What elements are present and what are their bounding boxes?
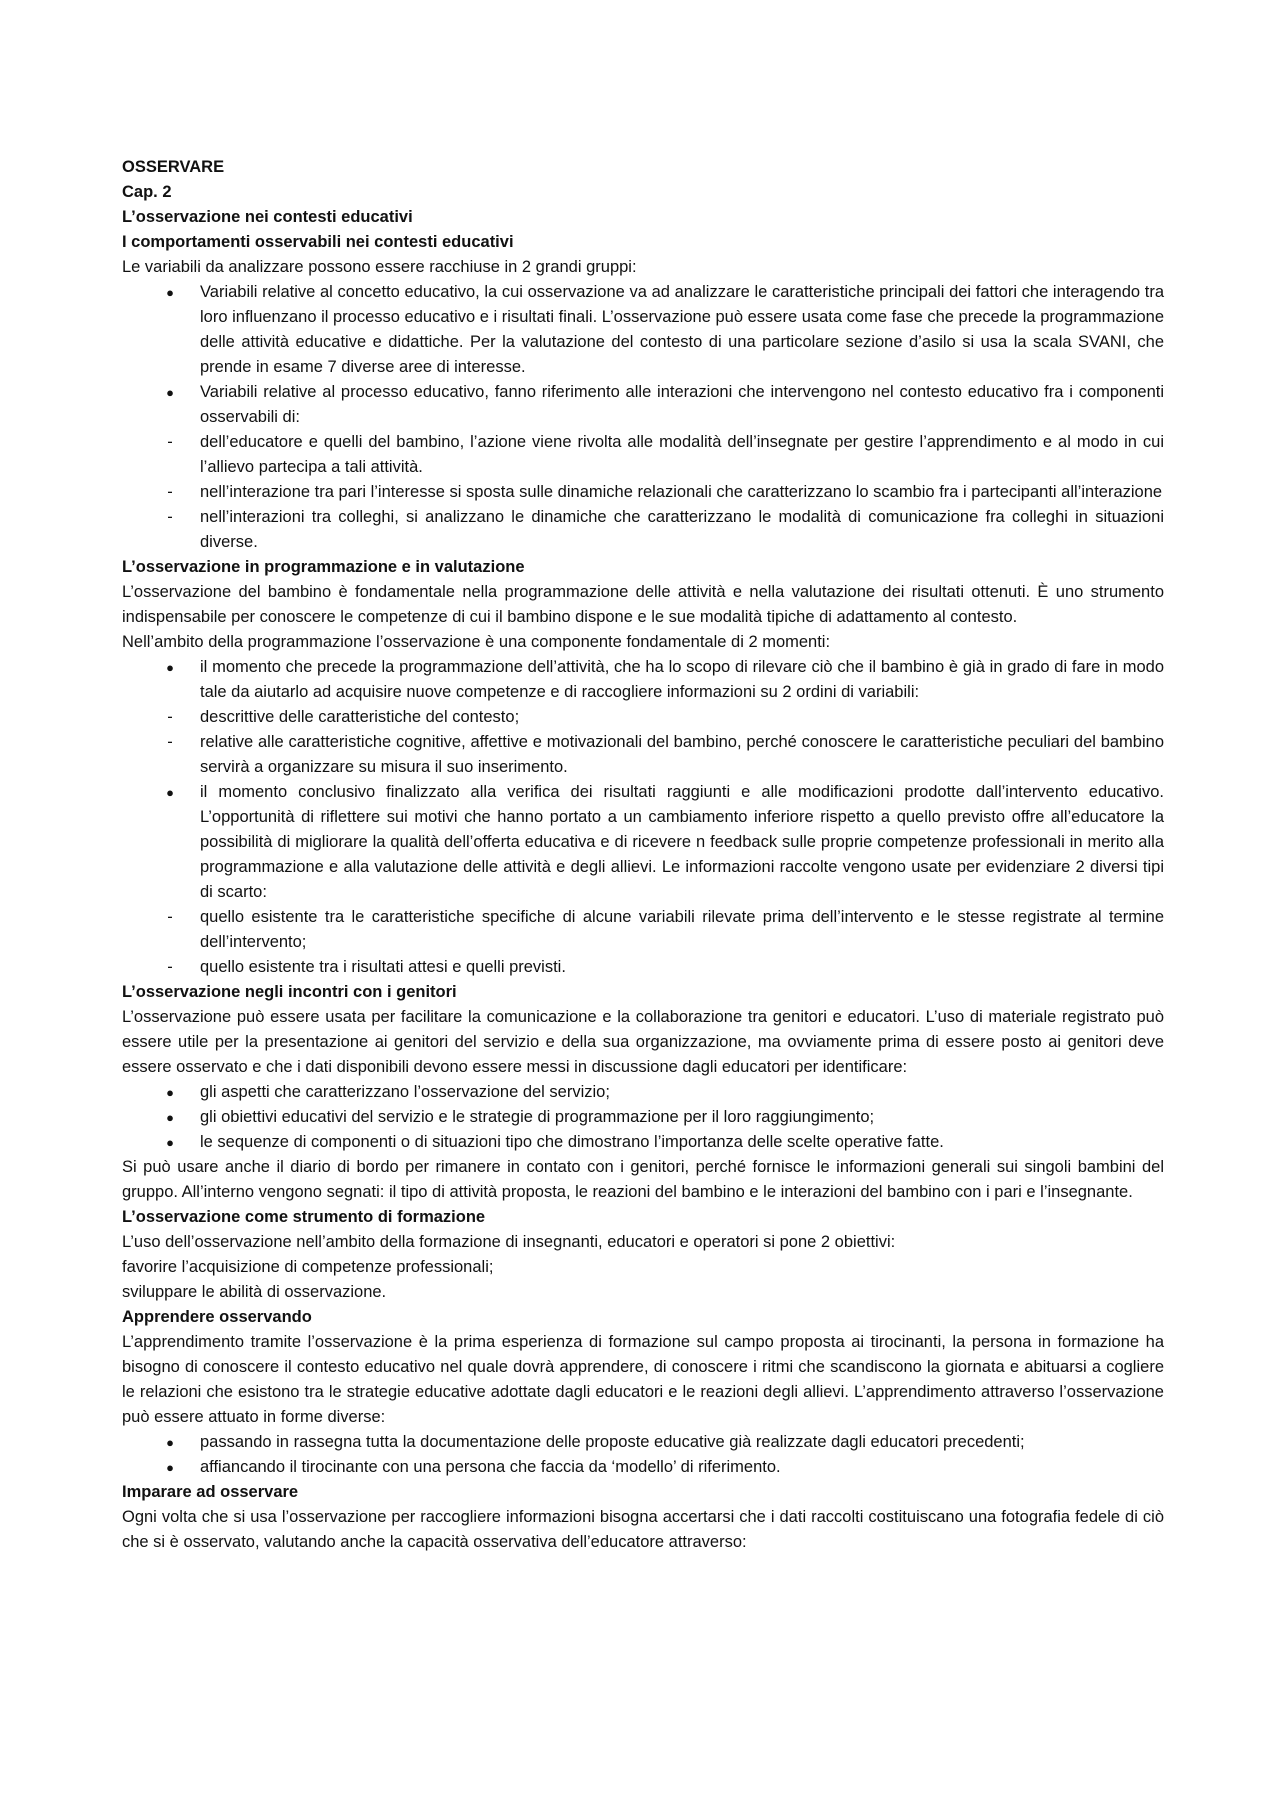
bullet-marker: ● — [166, 1460, 174, 1475]
dash-marker: - — [167, 958, 173, 976]
list-item-text: passando in rassegna tutta la documentazione delle proposte educative già realizzate dagli educatori precedenti; — [200, 1433, 1025, 1451]
dash-marker: - — [167, 908, 173, 926]
section-heading: L’osservazione come strumento di formazione — [122, 1208, 486, 1226]
paragraph: Ogni volta che si usa l’osservazione per raccogliere informazioni bisogna accertarsi che i dati raccolti costituiscano una fotografia fedele di ciò che si è osservato, valutando anche la capacità osservativa dell’educatore attraverso: — [122, 1508, 1164, 1551]
bullet-item — [122, 380, 1164, 430]
paragraph: Le variabili da analizzare possono essere racchiuse in 2 grandi gruppi: — [122, 258, 637, 276]
dash-item — [122, 705, 1164, 730]
list-item-text: il momento conclusivo finalizzato alla verifica dei risultati raggiunti e alle modificazioni prodotte dall’intervento educativo. L’opportunità di riflettere sui motivi che hanno portato a un cambiamento inferiore rispetto a quello previsto offre all’educatore la possibilità di migliorare la qualità dell’offerta educativa e di ricevere n feedback sulle proprie competenze professionali in merito alla programmazione e alla valutazione delle attività e degli allievi. Le informazioni raccolte vengono usate per evidenziare 2 diversi tipi di scarto: — [200, 783, 1164, 901]
list-item-text: nell’interazione tra pari l’interesse si sposta sulle dinamiche relazionali che caratterizzano lo scambio fra i partecipanti all’interazione — [200, 483, 1163, 501]
chapter-label: Cap. 2 — [122, 183, 172, 201]
dash-item — [122, 430, 1164, 480]
list-item-text: quello esistente tra i risultati attesi e quelli previsti. — [200, 958, 566, 976]
paragraph: L’apprendimento tramite l’osservazione è la prima esperienza di formazione sul campo proposta ai tirocinanti, la persona in formazione ha bisogno di conoscere il contesto educativo nel quale dovrà apprendere, di conoscere i ritmi che scandiscono la giornata e abituarsi a cogliere le relazioni che esistono tra le strategie educative adottate dagli educatori e le reazioni degli allievi. L’apprendimento attraverso l’osservazione può essere attuato in forme diverse: — [122, 1333, 1164, 1426]
dash-item — [122, 905, 1164, 955]
dash-marker: - — [167, 733, 173, 751]
bullet-item — [122, 1430, 1164, 1455]
bullet-marker: ● — [166, 285, 174, 300]
dash-marker: - — [167, 483, 173, 501]
section-heading: Apprendere osservando — [122, 1308, 312, 1326]
list-item-text: Variabili relative al concetto educativo, la cui osservazione va ad analizzare le caratteristiche principali dei fattori che interagendo tra loro influenzano il processo educativo e i risultati finali. L’osservazione può essere usata come fase che precede la programmazione delle attività educative e didattiche. Per la valutazione del contesto di una particolare sezione d’asilo si usa la scala SVANI, che prende in esame 7 diverse aree di interesse. — [200, 283, 1164, 376]
list-item-text: Variabili relative al processo educativo, fanno riferimento alle interazioni che intervengono nel contesto educativo fra i componenti osservabili di: — [200, 383, 1164, 426]
section-heading: I comportamenti osservabili nei contesti educativi — [122, 233, 514, 251]
paragraph: Nell’ambito della programmazione l’osservazione è una componente fondamentale di 2 momenti: — [122, 633, 831, 651]
bullet-item — [122, 1105, 1164, 1130]
bullet-marker: ● — [166, 1135, 174, 1150]
bullet-item — [122, 1130, 1164, 1155]
list-item-text: dell’educatore e quelli del bambino, l’azione viene rivolta alle modalità dell’insegnate per gestire l’apprendimento e al modo in cui l’allievo partecipa a tali attività. — [200, 433, 1164, 476]
dash-item — [122, 480, 1164, 505]
section-heading: L’osservazione negli incontri con i genitori — [122, 983, 457, 1001]
paragraph: L’uso dell’osservazione nell’ambito della formazione di insegnanti, educatori e operatori si pone 2 obiettivi: — [122, 1233, 896, 1251]
bullet-marker: ● — [166, 785, 174, 800]
section-heading: Imparare ad osservare — [122, 1483, 299, 1501]
paragraph: L’osservazione può essere usata per facilitare la comunicazione e la collaborazione tra genitori e educatori. L’uso di materiale registrato può essere utile per la presentazione ai genitori del servizio e della sua organizzazione, ma ovviamente prima di essere posto ai genitori deve essere osservato e che i dati disponibili devono essere messi in discussione dagli educatori per identificare: — [122, 1008, 1164, 1076]
bullet-item — [122, 655, 1164, 705]
dash-marker: - — [167, 708, 173, 726]
dash-item — [122, 730, 1164, 780]
bullet-item — [122, 780, 1164, 905]
bullet-marker: ● — [166, 660, 174, 675]
list-item-text: relative alle caratteristiche cognitive, affettive e motivazionali del bambino, perché conoscere le caratteristiche peculiari del bambino servirà a organizzare su misura il suo inserimento. — [200, 733, 1164, 776]
list-item-text: quello esistente tra le caratteristiche specifiche di alcune variabili rilevate prima dell’intervento e le stesse registrate al termine dell’intervento; — [200, 908, 1164, 951]
bullet-marker: ● — [166, 1435, 174, 1450]
bullet-item — [122, 280, 1164, 380]
bullet-item — [122, 1455, 1164, 1480]
dash-marker: - — [167, 433, 173, 451]
list-item-text: nell’interazioni tra colleghi, si analizzano le dinamiche che caratterizzano le modalità di comunicazione fra colleghi in situazioni diverse. — [200, 508, 1164, 551]
list-item-text: affiancando il tirocinante con una persona che faccia da ‘modello’ di riferimento. — [200, 1458, 781, 1476]
bullet-marker: ● — [166, 385, 174, 400]
section-heading: L’osservazione in programmazione e in valutazione — [122, 558, 525, 576]
paragraph: sviluppare le abilità di osservazione. — [122, 1283, 387, 1301]
bullet-marker: ● — [166, 1110, 174, 1125]
chapter-heading: L’osservazione nei contesti educativi — [122, 208, 413, 226]
dash-item — [122, 505, 1164, 555]
paragraph: favorire l’acquisizione di competenze professionali; — [122, 1258, 494, 1276]
bullet-marker: ● — [166, 1085, 174, 1100]
document-title: OSSERVARE — [122, 158, 225, 176]
dash-marker: - — [167, 508, 173, 526]
list-item-text: descrittive delle caratteristiche del contesto; — [200, 708, 520, 726]
document-body — [122, 230, 1164, 1555]
paragraph: Si può usare anche il diario di bordo per rimanere in contato con i genitori, perché fornisce le informazioni generali sui singoli bambini del gruppo. All’interno vengono segnati: il tipo di attività proposta, le reazioni del bambino e le interazioni del bambino con i pari e l’insegnante. — [122, 1158, 1164, 1201]
paragraph: L’osservazione del bambino è fondamentale nella programmazione delle attività e nella valutazione dei risultati ottenuti. È uno strumento indispensabile per conoscere le competenze di cui il bambino dispone e le sue modalità tipiche di adattamento al contesto. — [122, 583, 1164, 626]
list-item-text: le sequenze di componenti o di situazioni tipo che dimostrano l’importanza delle scelte operative fatte. — [200, 1133, 944, 1151]
list-item-text: gli obiettivi educativi del servizio e le strategie di programmazione per il loro raggiungimento; — [200, 1108, 875, 1126]
list-item-text: gli aspetti che caratterizzano l’osservazione del servizio; — [200, 1083, 610, 1101]
dash-item — [122, 955, 1164, 980]
bullet-item — [122, 1080, 1164, 1105]
document-page — [122, 155, 1164, 1555]
list-item-text: il momento che precede la programmazione dell’attività, che ha lo scopo di rilevare ciò che il bambino è già in grado di fare in modo tale da aiutarlo ad acquisire nuove competenze e di raccogliere informazioni su 2 ordini di variabili: — [200, 658, 1164, 701]
